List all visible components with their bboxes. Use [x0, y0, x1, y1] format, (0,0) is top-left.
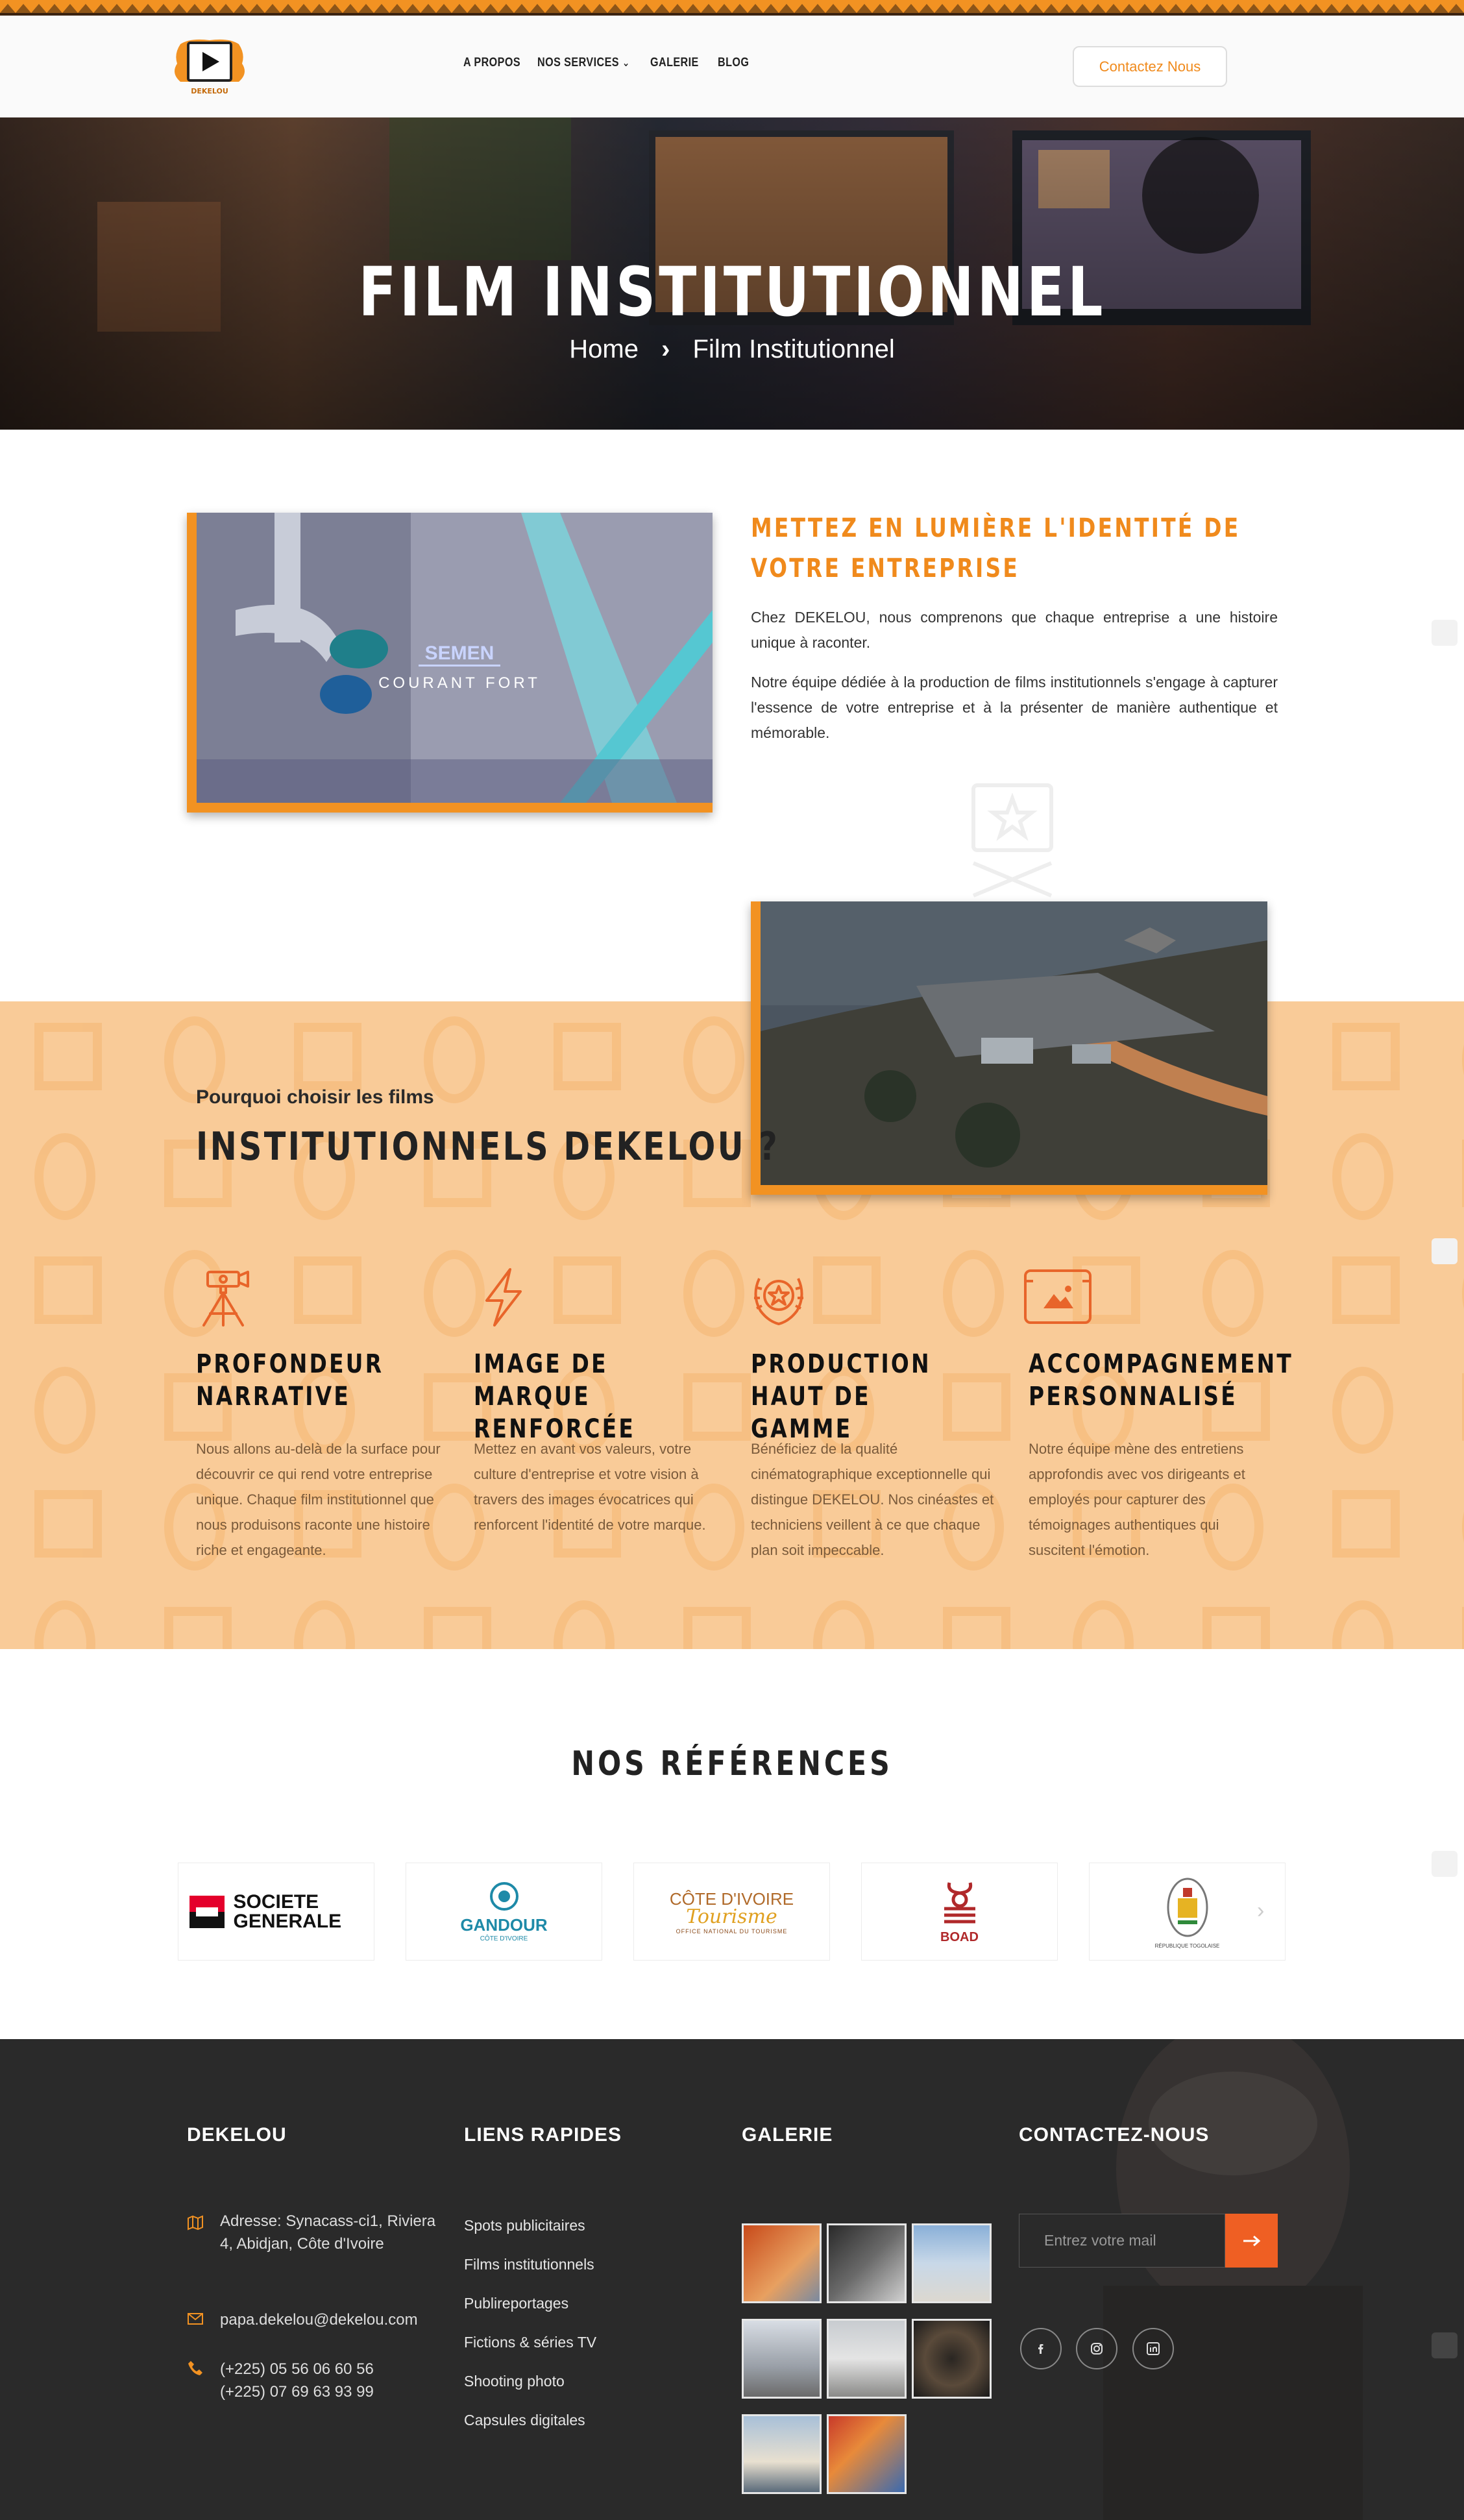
contact-us-button[interactable]: Contactez Nous: [1073, 46, 1227, 87]
footer-portrait-background: [0, 2039, 1464, 2520]
societe-generale-label: SOCIETE GENERALE: [233, 1890, 342, 1932]
gallery-thumb-1[interactable]: [742, 2223, 822, 2303]
newsletter-submit-button[interactable]: [1225, 2214, 1278, 2268]
award-wreath-icon: [748, 1266, 810, 1328]
linkedin-icon[interactable]: [1132, 2328, 1174, 2369]
camera-tripod-icon: [195, 1266, 257, 1328]
footer-address: Adresse: Synacass-ci1, Riviera 4, Abidjan, Côte d'Ivoire: [220, 2212, 436, 2253]
footer-link-spots[interactable]: Spots publicitaires: [464, 2217, 585, 2234]
intro-image-card: [187, 513, 713, 813]
nav-galerie[interactable]: GALERIE: [650, 56, 699, 69]
nav-nos-services[interactable]: [537, 56, 630, 70]
hero-banner: [0, 117, 1464, 430]
gallery-thumb-6[interactable]: [912, 2319, 992, 2399]
footer-email[interactable]: papa.dekelou@dekelou.com: [220, 2311, 418, 2329]
feature-text-4: Notre équipe mène des entretiens approfondis avec vos dirigeants et employés pour capturer des témoignages authentiques qui suscitent l'émotion.: [1029, 1441, 1245, 1558]
nav-blog[interactable]: BLOG: [718, 56, 750, 69]
image-caption: SEMEN COURANT FORT: [378, 642, 541, 692]
gallery-thumb-7[interactable]: [742, 2414, 822, 2494]
map-icon: [187, 2214, 204, 2231]
footer-link-shooting[interactable]: Shooting photo: [464, 2373, 565, 2390]
instagram-icon[interactable]: [1076, 2328, 1117, 2369]
svg-text:DEKELOU: DEKELOU: [191, 87, 228, 95]
gandour-label: GANDOUR: [460, 1915, 548, 1935]
boad-label: BOAD: [940, 1929, 979, 1944]
newsletter-email-input[interactable]: Entrez votre mail: [1019, 2214, 1225, 2268]
intro-title: METTEZ EN LUMIÈRE L'IDENTITÉ DE VOTRE ENTREPRISE: [751, 513, 1241, 583]
feature-title-1: PROFONDEUR NARRATIVE: [196, 1349, 384, 1412]
nav-a-propos[interactable]: A PROPOS: [463, 56, 521, 69]
togo-coat-of-arms-icon: [1165, 1875, 1210, 1940]
feature-title-2: IMAGE DE MARQUE RENFORCÉE: [474, 1349, 636, 1444]
feature-text-3: Bénéficiez de la qualité cinématographique exceptionnelle qui distingue DEKELOU. Nos cinéastes et techniciens veillent à ce que chaque plan soit impeccable.: [751, 1441, 994, 1558]
breadcrumb-current: Film Institutionnel: [692, 335, 895, 363]
arrow-right-icon: [1242, 2234, 1262, 2247]
civ-tourisme-sub: OFFICE NATIONAL DU TOURISME: [676, 1927, 788, 1935]
footer-phone-2[interactable]: (+225) 07 69 63 93 99: [220, 2383, 374, 2401]
gallery-thumb-5[interactable]: [827, 2319, 907, 2399]
dekelou-logo[interactable]: [167, 38, 252, 96]
gallery-thumb-3[interactable]: [912, 2223, 992, 2303]
hero-title: FILM INSTITUTIONNEL: [358, 252, 1106, 332]
intro-paragraph-2: Notre équipe dédiée à la production de films institutionnels s'engage à capturer l'essence de votre entreprise et à la présenter de manière authentique et mémorable.: [751, 674, 1278, 741]
site-footer: [0, 2039, 1464, 2520]
chevron-right-icon: ›: [661, 335, 670, 363]
side-chat-icon[interactable]: [1432, 1851, 1458, 1877]
civ-tourisme-script: Tourisme: [686, 1905, 777, 1928]
feature-text-1: Nous allons au-delà de la surface pour découvrir ce qui rend votre entreprise unique. Chaque film institutionnel que nous produisons raconte une histoire riche et engageante.: [196, 1441, 441, 1558]
references-title: NOS RÉFÉRENCES: [571, 1744, 893, 1783]
footer-phone-1[interactable]: (+225) 05 56 06 60 56: [220, 2360, 374, 2378]
logo-societe-generale[interactable]: [178, 1863, 374, 1961]
logo-gandour[interactable]: [406, 1863, 602, 1961]
footer-col-dekelou-title: DEKELOU: [187, 2124, 287, 2146]
footer-link-publireportages[interactable]: Publireportages: [464, 2295, 569, 2312]
societe-generale-mark-icon: [189, 1896, 225, 1928]
logo-republique-togolaise[interactable]: [1089, 1863, 1286, 1961]
side-chat-icon[interactable]: [1432, 2332, 1458, 2358]
why-title: INSTITUTIONNELS DEKELOU ?: [196, 1124, 780, 1169]
nav-nos-services-label: NOS SERVICES: [537, 56, 619, 69]
decorative-zigzag-border: [0, 0, 1464, 16]
feature-text-2: Mettez en avant vos valeurs, votre culture d'entreprise et votre vision à travers des images évocatrices qui renforcent l'identité de votre marque.: [474, 1441, 706, 1533]
footer-link-films[interactable]: Films institutionnels: [464, 2256, 594, 2273]
chevron-down-icon: ⌄: [622, 58, 630, 69]
why-subtitle: Pourquoi choisir les films: [196, 1086, 434, 1108]
togo-label: RÉPUBLIQUE TOGOLAISE: [1154, 1942, 1220, 1949]
logo-cote-divoire-tourisme[interactable]: [633, 1863, 830, 1961]
gandour-sub: CÔTE D'IVOIRE: [480, 1935, 528, 1942]
footer-col-gallery-title: GALERIE: [742, 2124, 833, 2146]
footer-col-contact-title: CONTACTEZ-NOUS: [1019, 2124, 1210, 2146]
footer-link-fictions[interactable]: Fictions & séries TV: [464, 2334, 597, 2351]
logo-boad[interactable]: [861, 1863, 1058, 1961]
intro-paragraph-1: Chez DEKELOU, nous comprenons que chaque entreprise a une histoire unique à raconter.: [751, 609, 1278, 651]
footer-link-capsules[interactable]: Capsules digitales: [464, 2412, 585, 2428]
site-header: [0, 16, 1464, 117]
image-frame-icon: [1020, 1266, 1095, 1328]
gallery-thumb-4[interactable]: [742, 2319, 822, 2399]
watermark-clapper-icon: [960, 779, 1064, 902]
gallery-thumb-2[interactable]: [827, 2223, 907, 2303]
boad-emblem-icon: [934, 1879, 986, 1931]
feature-title-4: ACCOMPAGNEMENT PERSONNALISÉ: [1029, 1349, 1294, 1412]
envelope-icon: [187, 2310, 204, 2327]
facebook-icon[interactable]: [1020, 2328, 1062, 2369]
carousel-next-chevron-icon[interactable]: ›: [1257, 1898, 1265, 1923]
footer-col-links-title: LIENS RAPIDES: [464, 2124, 622, 2146]
breadcrumb: [0, 335, 1464, 364]
side-chat-icon[interactable]: [1432, 620, 1458, 646]
civ-tourisme-label: CÔTE D'IVOIRE: [669, 1889, 794, 1909]
side-chat-icon[interactable]: [1432, 1238, 1458, 1264]
breadcrumb-home[interactable]: Home: [569, 335, 639, 363]
gandour-emblem-icon: [489, 1881, 520, 1912]
feature-title-3: PRODUCTION HAUT DE GAMME: [751, 1349, 931, 1444]
gallery-thumb-8[interactable]: [827, 2414, 907, 2494]
phone-icon: [187, 2360, 204, 2377]
lightning-icon: [472, 1266, 535, 1328]
